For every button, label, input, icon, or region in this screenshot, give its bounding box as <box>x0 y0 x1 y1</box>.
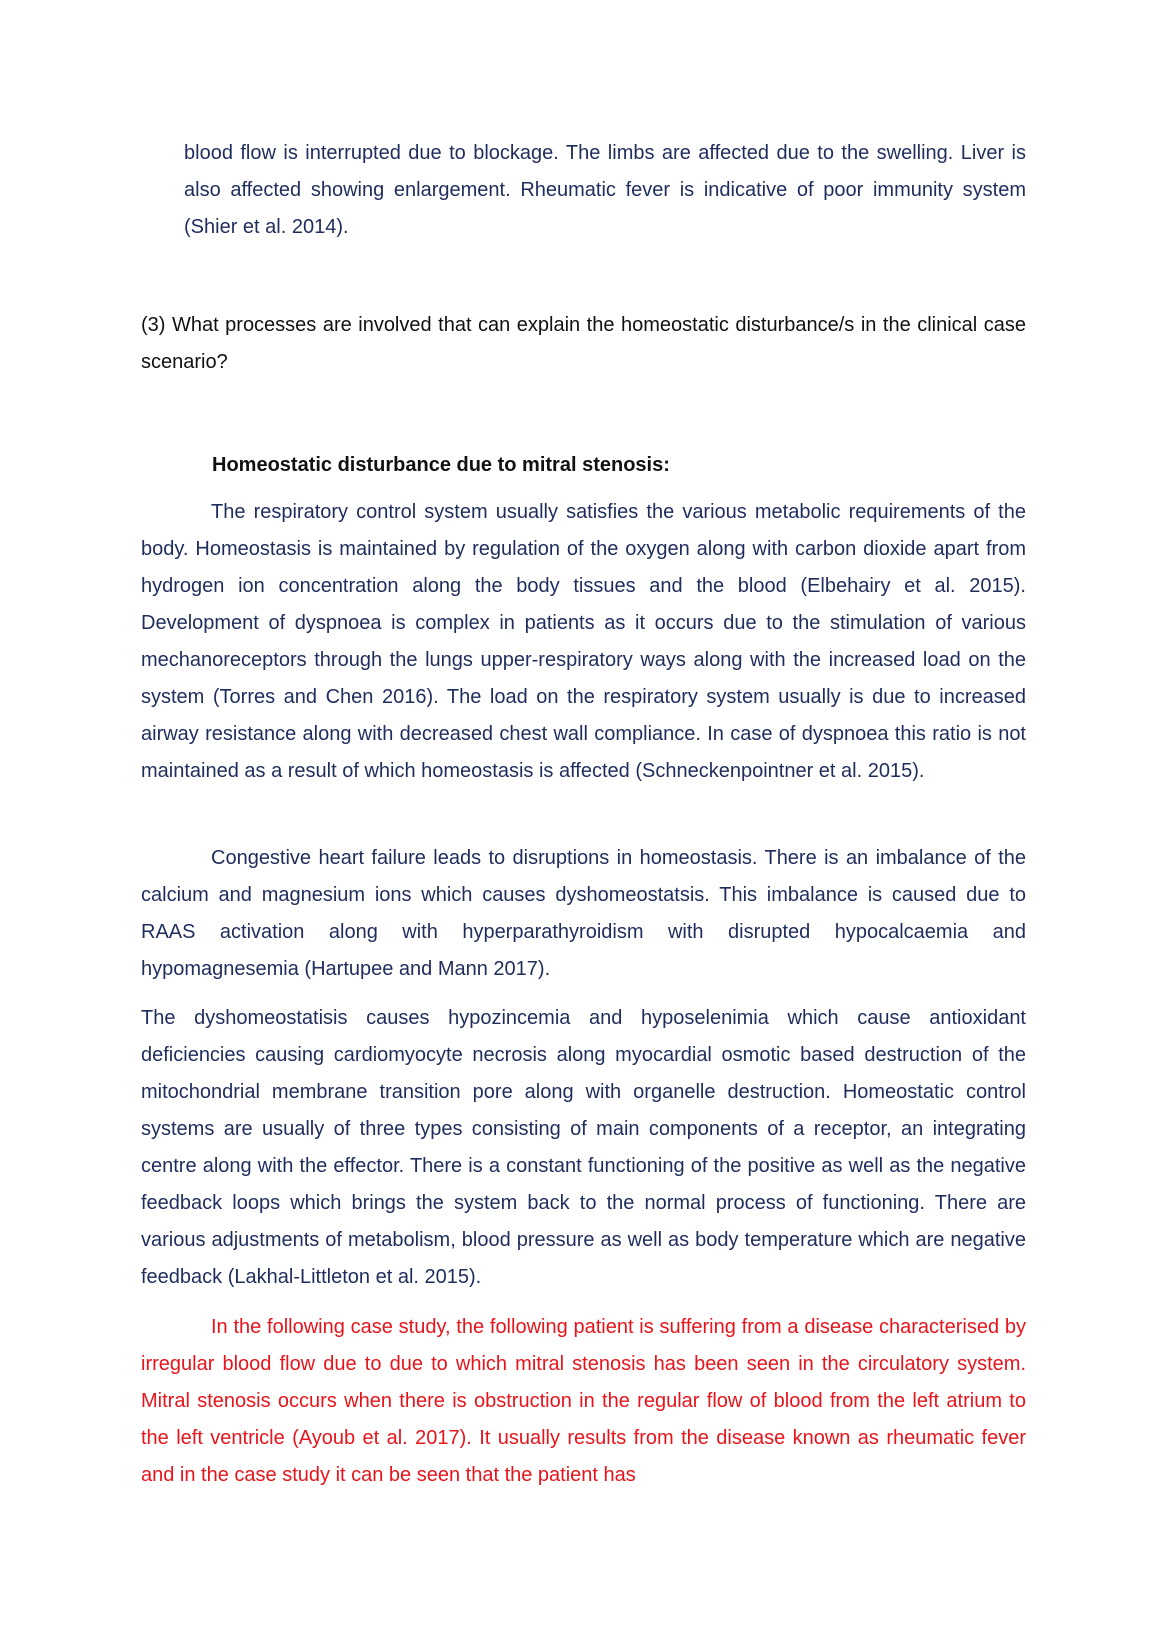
paragraph-case-study: In the following case study, the following patient is suffering from a disease characterised by irregular blood flow due to due to which mitral stenosis has been seen in the circulatory system. Mitral stenosis occurs when there is obstruction in the regular flow of blood from the left atrium to the left ventricle (Ayoub et al. 2017). It usually results from the disease known as rheumatic fever and in the case study it can be seen that the patient has <box>141 1316 1026 1486</box>
paragraph-congestive-heart-failure: Congestive heart failure leads to disruptions in homeostasis. There is an imbalance of the calcium and magnesium ions which causes dyshomeostatsis. This imbalance is caused due to RAAS activation along with hyperparathyroidism with disrupted hypocalcaemia and hypomagnesemia (Hartupee and Mann 2017). <box>141 847 1026 980</box>
continuation-paragraph: blood flow is interrupted due to blockage. The limbs are affected due to the swelling. Liver is also affected showing enlargement. Rheumatic fever is indicative of poor immunity system (Shier et al. 2014). <box>184 142 1026 238</box>
paragraph-dyshomeostatisis: The dyshomeostatisis causes hypozincemia and hyposelenimia which cause antioxidant deficiencies causing cardiomyocyte necrosis along myocardial osmotic based destruction of the mitochondrial membrane transition pore along with organelle destruction. Homeostatic control systems are usually of three types consisting of main components of a receptor, an integrating centre along with the effector. There is a constant functioning of the positive as well as the negative feedback loops which brings the system back to the normal process of functioning. There are various adjustments of metabolism, blood pressure as well as body temperature which are negative feedback (Lakhal-Littleton et al. 2015). <box>141 1007 1026 1288</box>
section-heading: Homeostatic disturbance due to mitral stenosis: <box>212 454 670 476</box>
question-text: (3) What processes are involved that can explain the homeostatic disturbance/s in the clinical case scenario? <box>141 314 1026 373</box>
paragraph-respiratory-control: The respiratory control system usually satisfies the various metabolic requirements of the body. Homeostasis is maintained by regulation of the oxygen along with carbon dioxide apart from hydrogen ion concentration along the body tissues and the blood (Elbehairy et al. 2015). Development of dyspnoea is complex in patients as it occurs due to the stimulation of various mechanoreceptors through the lungs upper-respiratory ways along with the increased load on the system (Torres and Chen 2016). The load on the respiratory system usually is due to increased airway resistance along with decreased chest wall compliance. In case of dyspnoea this ratio is not maintained as a result of which homeostasis is affected (Schneckenpointner et al. 2015). <box>141 501 1026 782</box>
